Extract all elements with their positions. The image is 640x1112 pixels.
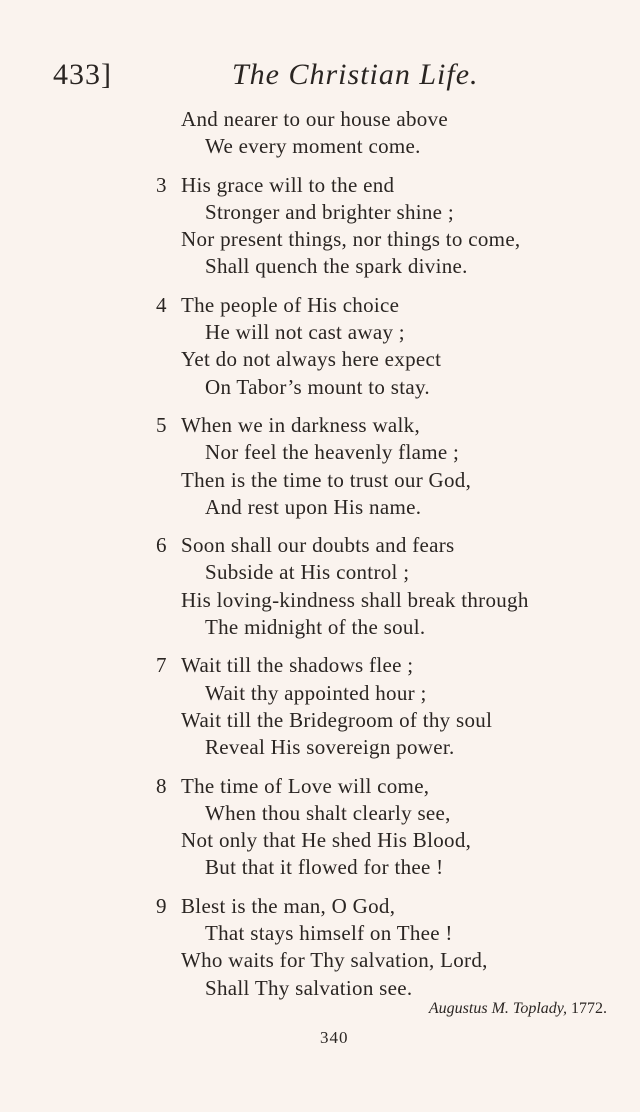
verse-line: The time of Love will come,	[181, 773, 430, 798]
verse-number: 5	[156, 412, 167, 437]
verse	[0, 893, 640, 1002]
verse	[0, 773, 640, 882]
verse-line: Shall quench the spark divine.	[205, 254, 468, 279]
verse-number: 6	[156, 533, 167, 558]
verse	[0, 652, 640, 761]
verse-line: His grace will to the end	[181, 172, 395, 197]
attribution	[429, 998, 607, 1020]
verse	[0, 106, 640, 161]
verse	[0, 412, 640, 521]
verse	[0, 292, 640, 401]
page-number: 340	[320, 1028, 349, 1047]
verse-line: The people of His choice	[181, 292, 400, 317]
verse-line: Wait till the Bridegroom of thy soul	[181, 707, 493, 732]
verse-line: Soon shall our doubts and fears	[181, 533, 455, 558]
verse-line: Yet do not always here expect	[181, 347, 442, 372]
verse-line: And rest upon His name.	[205, 494, 422, 519]
verse-number: 4	[156, 292, 167, 317]
author-name: Augustus M. Toplady,	[428, 1000, 567, 1017]
verse-line: Wait till the shadows flee ;	[181, 653, 414, 678]
verse-line: We every moment come.	[205, 134, 421, 159]
verse-line: Shall Thy salvation see.	[205, 975, 413, 1000]
verse-number: 9	[156, 893, 167, 918]
verse-line: Wait thy appointed hour ;	[205, 680, 427, 705]
verse-line: Stronger and brighter shine ;	[205, 199, 454, 224]
verse-line: Not only that He shed His Blood,	[181, 828, 472, 853]
verse	[0, 172, 640, 281]
verse-line: He will not cast away ;	[205, 320, 405, 345]
verse-number: 8	[156, 773, 167, 798]
verse-line: Blest is the man, O God,	[181, 893, 396, 918]
verse-number: 3	[156, 172, 167, 197]
verse	[0, 532, 640, 641]
verse-line: Nor present things, nor things to come,	[181, 227, 521, 252]
verse-line: And nearer to our house above	[181, 107, 449, 131]
verse-line: His loving-kindness shall break through	[181, 587, 529, 612]
verse-line: When thou shalt clearly see,	[205, 800, 451, 825]
verse-line: Nor feel the heavenly flame ;	[205, 440, 460, 465]
verse-line: But that it flowed for thee !	[205, 855, 444, 880]
verse-line: Subside at His control ;	[205, 560, 410, 585]
verse-line: The midnight of the soul.	[205, 615, 426, 640]
running-title: The Christian Life.	[232, 58, 479, 91]
verse-line: On Tabor’s mount to stay.	[205, 374, 430, 399]
hymn-number: 433]	[53, 58, 112, 91]
verse-line: Who waits for Thy salvation, Lord,	[181, 948, 488, 973]
verse-line: When we in darkness walk,	[181, 412, 421, 437]
attribution-year: 1772.	[571, 1000, 607, 1017]
verse-line: Then is the time to trust our God,	[181, 467, 472, 492]
verse-number: 7	[156, 653, 167, 678]
hymn-text	[0, 106, 640, 1013]
verse-line: Reveal His sovereign power.	[205, 735, 455, 760]
verse-line: That stays himself on Thee !	[205, 921, 453, 946]
